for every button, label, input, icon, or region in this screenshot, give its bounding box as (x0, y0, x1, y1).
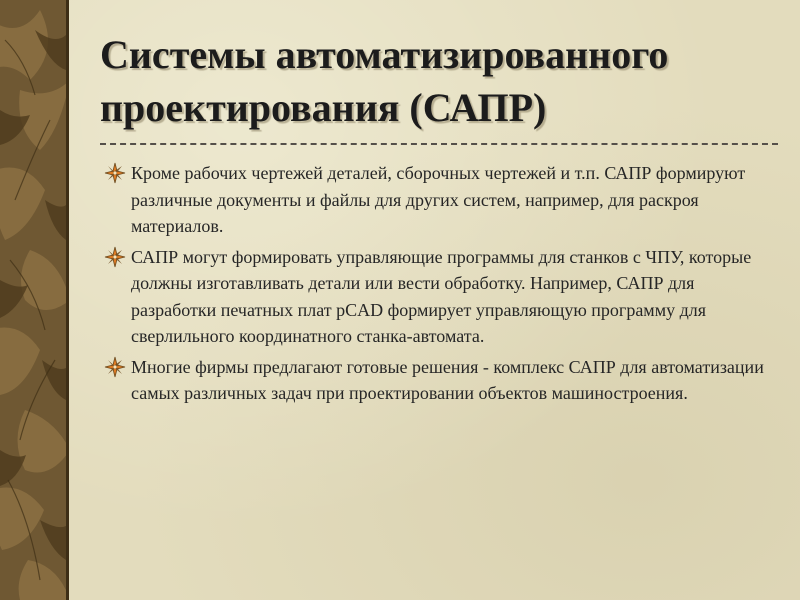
compass-star-bullet-icon (104, 356, 126, 378)
slide-title: Системы автоматизированного проектирования (САПР) (100, 32, 669, 130)
bullet-text: Кроме рабочих чертежей деталей, сборочных чертежей и т.п. САПР формируют различные документы и файлы для других систем, например, для раскроя материалов. (131, 163, 746, 236)
bullet-list (104, 160, 764, 411)
leaf-pattern-image (0, 0, 66, 600)
bullet-item (104, 244, 764, 350)
dashed-divider (100, 143, 778, 145)
bullet-item (104, 354, 764, 407)
bullet-text: Многие фирмы предлагают готовые решения - комплекс САПР для автоматизации самых различных задач при проектировании объектов машиностроения. (131, 356, 764, 403)
side-band-edge (66, 0, 69, 600)
compass-star-bullet-icon (104, 162, 126, 184)
compass-star-bullet-icon (104, 246, 126, 268)
bullet-item (104, 160, 764, 240)
bullet-text: САПР могут формировать управляющие программы для станков с ЧПУ, которые должны изготавливать детали или вести обработку. Например, САПР для разработки печатных плат pCAD формирует управляющую программу для сверлильного координатного станка-автомата. (131, 246, 752, 346)
decorative-side-band (0, 0, 66, 600)
